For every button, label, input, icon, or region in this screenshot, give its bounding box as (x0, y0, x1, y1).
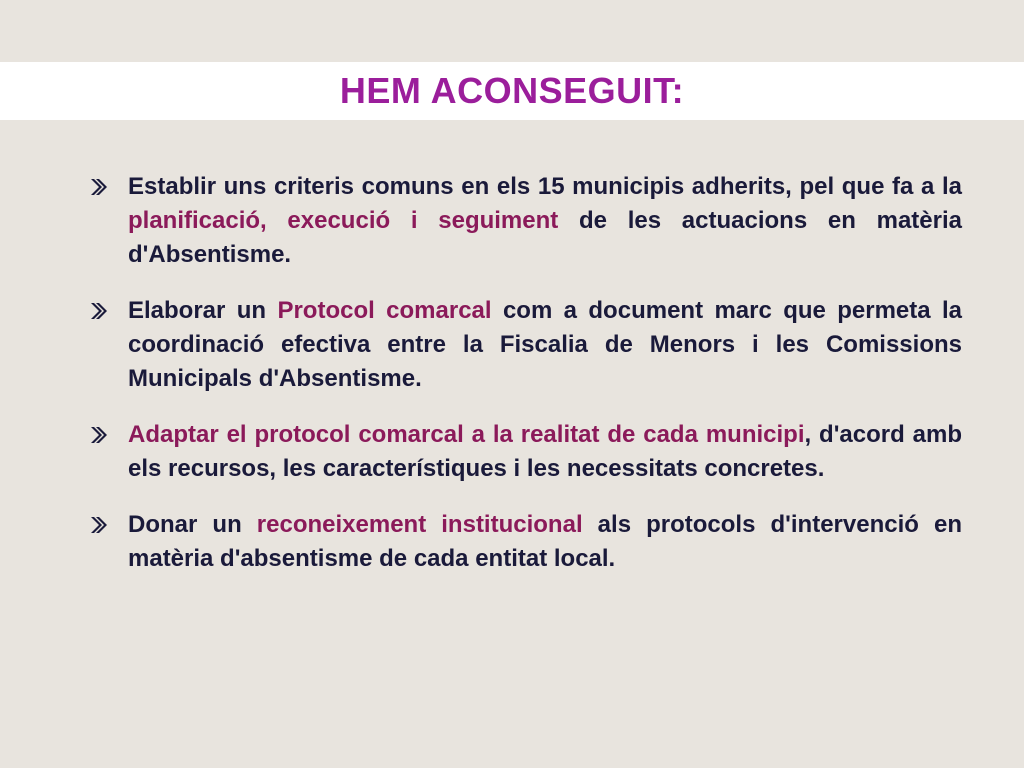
bullet-item (90, 170, 962, 272)
bullet-text: Donar un (128, 511, 257, 538)
arrow-bullet-icon (90, 178, 108, 196)
bullet-list (90, 170, 962, 598)
highlighted-text: Adaptar el protocol comarcal a la realitat de cada municipi (128, 421, 805, 448)
bullet-text: Elaborar un (128, 297, 278, 324)
highlighted-text: Protocol comarcal (277, 297, 492, 324)
highlighted-text: planificació, execució i seguiment (128, 207, 559, 234)
arrow-bullet-icon (90, 516, 108, 534)
bullet-item (90, 508, 962, 576)
title-band (0, 62, 1024, 120)
bullet-text: als protocols d'intervenció en matèria d'absentisme de cada entitat local. (128, 511, 962, 572)
bullet-text: Establir uns criteris comuns en els 15 municipis adherits, pel que fa a la (128, 173, 962, 200)
bullet-item (90, 294, 962, 396)
slide-title: HEM ACONSEGUIT: (339, 70, 685, 111)
bullet-item (90, 418, 962, 486)
bullet-text: de les actuacions en matèria d'Absentisme. (128, 207, 963, 268)
arrow-bullet-icon (90, 302, 108, 320)
bullet-text: com a document marc que permeta la coordinació efectiva entre la Fiscalia de Menors i les Comissions Municipals d'Absentisme. (128, 297, 963, 392)
highlighted-text: reconeixement institucional (256, 511, 583, 538)
bullet-text: , d'acord amb els recursos, les característiques i les necessitats concretes. (128, 421, 963, 482)
arrow-bullet-icon (90, 426, 108, 444)
